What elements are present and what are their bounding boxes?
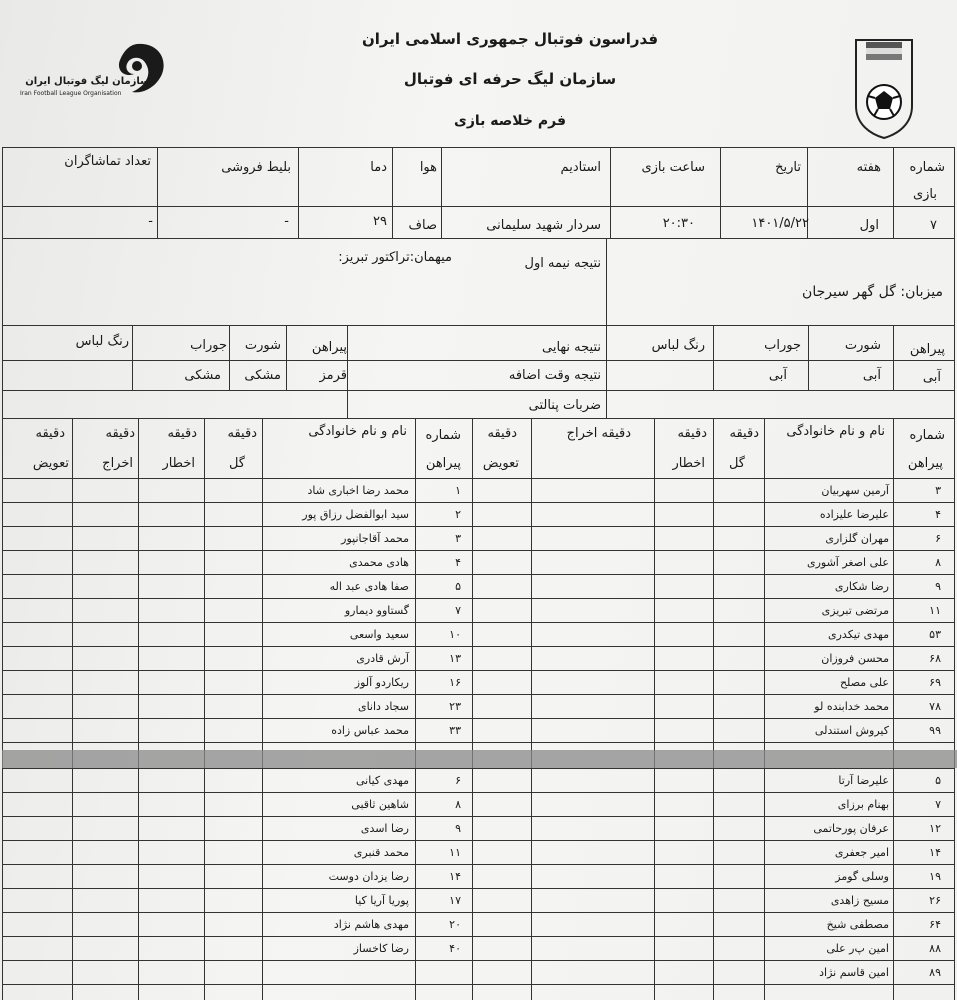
league-logo-text: سازمان لیگ فوتبال ایران [25, 76, 150, 87]
guest-player-number: ۱۶ [449, 676, 461, 689]
host-player-number: ۵۳ [929, 628, 941, 641]
host-player-number: ۶۸ [929, 652, 941, 665]
host-player-number: ۵ [935, 774, 941, 787]
weather-header: هوا [419, 160, 437, 175]
guest-player-name: گستاوو دیمارو [344, 604, 409, 617]
host-sub-header: تعویض [482, 456, 519, 471]
guest-player-name: سید ابوالفضل رزاق پور [302, 508, 409, 521]
host-shorts-header: شورت [844, 338, 881, 353]
guest-player-number: ۱۰ [449, 628, 461, 641]
host-player-name: علیرضا علیزاده [819, 508, 889, 521]
match-number-header: شماره [909, 160, 945, 175]
guest-player-name: رضا کاخساز [353, 942, 409, 955]
stadium-value: سردار شهید سلیمانی [486, 218, 601, 233]
host-socks-color: آبی [768, 368, 787, 383]
guest-player-name: شاهین ثاقبی [351, 798, 409, 811]
league-logo [12, 38, 182, 118]
host-player-number: ۸ [935, 556, 941, 569]
guest-player-number: ۸ [455, 798, 461, 811]
week-header: هفته [856, 160, 881, 175]
host-player-name: آرمین سهربیان [821, 484, 889, 497]
half-time-label: نتیجه نیمه اول [524, 256, 601, 271]
host-goal-min-header: دقیقه [729, 426, 759, 441]
date-header: تاریخ [775, 160, 801, 175]
guest-player-number: ۵ [455, 580, 461, 593]
guest-player-name: آرش قادری [356, 652, 409, 665]
host-num-header-2: پیراهن [907, 456, 943, 471]
guest-player-number: ۱۱ [449, 846, 461, 859]
guest-player-name: هادی محمدی [349, 556, 409, 569]
guest-num-header: شماره [425, 428, 461, 443]
host-player-name: رضا شکاری [834, 580, 889, 593]
host-shirt-color: آبی [922, 370, 941, 385]
guest-player-name: رضا اسدی [360, 822, 409, 835]
host-player-name: مرتضی تبریزی [821, 604, 889, 617]
host-player-number: ۸۹ [929, 966, 941, 979]
host-player-name: بهنام برزای [837, 798, 889, 811]
host-player-name: مهدی تیکدری [828, 628, 889, 641]
time-value: ۲۰:۳۰ [662, 216, 695, 231]
federation-emblem [852, 36, 916, 140]
guest-player-name: مهدی هاشم نژاد [333, 918, 409, 931]
time-header: ساعت بازی [641, 160, 705, 175]
guest-shirt-header: پیراهن [311, 340, 347, 355]
host-player-number: ۱۴ [929, 846, 941, 859]
league-title: سازمان لیگ حرفه ای فوتبال [403, 70, 617, 88]
guest-out-header: اخراج [102, 456, 133, 471]
host-player-number: ۲۶ [929, 894, 941, 907]
guest-player-number: ۴۰ [449, 942, 461, 955]
guest-player-number: ۲۰ [449, 918, 461, 931]
host-player-number: ۹ [935, 580, 941, 593]
host-player-name: امیر جعفری [834, 846, 889, 859]
form-title: فرم خلاصه بازی [453, 113, 567, 129]
host-player-name: محسن فروزان [821, 652, 889, 665]
host-player-number: ۸۸ [929, 942, 941, 955]
guest-player-name: محمد عباس زاده [331, 724, 409, 737]
guest-player-number: ۱ [455, 484, 461, 497]
guest-team: میهمان:تراکتور تبریز: [338, 250, 452, 265]
guest-player-name: سعید واسعی [349, 628, 409, 641]
guest-player-number: ۹ [455, 822, 461, 835]
spectators-header: تعداد تماشاگران [64, 154, 151, 169]
guest-shorts-header: شورت [244, 338, 281, 353]
guest-socks-color: مشکی [184, 368, 221, 383]
guest-sub-min-header: دقیقه [35, 426, 65, 441]
extra-time-label: نتیجه وقت اضافه [508, 368, 601, 383]
guest-player-name: مهدی کیانی [356, 774, 409, 787]
host-socks-header: جوراب [764, 338, 801, 353]
guest-player-number: ۷ [455, 604, 461, 617]
host-player-name: علیرضا آرتا [838, 774, 889, 787]
guest-player-name: ریکاردو آلوز [354, 676, 409, 689]
guest-player-number: ۶ [455, 774, 461, 787]
guest-out-min-header: دقیقه [105, 426, 135, 441]
host-player-number: ۱۹ [929, 870, 941, 883]
guest-player-number: ۲ [455, 508, 461, 521]
guest-card-min-header: دقیقه [167, 426, 197, 441]
spectators-value: - [148, 214, 153, 229]
guest-player-name: سجاد دانای [357, 700, 409, 713]
host-player-name: علی مصلح [839, 676, 889, 689]
host-player-number: ۷ [935, 798, 941, 811]
penalties-label: ضربات پنالتی [528, 398, 601, 413]
weather-value: صاف [408, 218, 437, 233]
host-kit-label: رنگ لباس [651, 338, 705, 353]
guest-num-header-2: پیراهن [425, 456, 461, 471]
host-player-name: مسیح زاهدی [830, 894, 889, 907]
host-player-name: امین قاسم نژاد [819, 966, 889, 979]
host-shorts-color: آبی [862, 368, 881, 383]
host-player-name: علی اصغر آشوری [806, 556, 889, 569]
host-player-name: مهران گلزاری [825, 532, 889, 545]
host-player-number: ۶۹ [929, 676, 941, 689]
host-player-number: ۱۱ [929, 604, 941, 617]
host-player-name: وسلی گومز [835, 870, 889, 883]
guest-player-number: ۲۳ [449, 700, 461, 713]
ticket-sales-header: بلیط فروشی [221, 160, 291, 175]
host-team: میزبان: گل گهر سیرجان [802, 284, 943, 300]
guest-socks-header: جوراب [190, 338, 227, 353]
guest-kit-label: رنگ لباس [75, 334, 129, 349]
host-num-header: شماره [909, 428, 945, 443]
ticket-sales-value: - [284, 214, 289, 229]
match-number-header-2: بازی [912, 187, 937, 202]
host-name-header: نام و نام خانوادگی [786, 424, 885, 439]
guest-player-number: ۱۳ [449, 652, 461, 665]
week-value: اول [859, 218, 879, 233]
league-logo-subtext: Iran Football League Organisation [20, 90, 122, 97]
guest-shirt-color: قرمز [319, 368, 347, 383]
host-player-name: کیروش استندلی [814, 724, 889, 737]
host-player-number: ۷۸ [929, 700, 941, 713]
host-player-number: ۹۹ [929, 724, 941, 737]
football-shield-icon [852, 36, 916, 140]
guest-name-header: نام و نام خانوادگی [308, 424, 407, 439]
guest-player-name: محمد آقاجانپور [341, 532, 409, 545]
host-player-number: ۴ [935, 508, 941, 521]
guest-player-number: ۳۳ [449, 724, 461, 737]
host-player-name: مصطفی شیخ [826, 918, 889, 931]
host-player-number: ۶۴ [929, 918, 941, 931]
guest-player-name: رضا یزدان دوست [328, 870, 409, 883]
guest-player-name: محمد قنبری [353, 846, 409, 859]
guest-goal-min-header: دقیقه [227, 426, 257, 441]
temperature-header: دما [370, 160, 387, 175]
host-player-name: محمد خدابنده لو [814, 700, 889, 713]
guest-player-name: محمد رضا اخباری شاد [307, 484, 409, 497]
guest-player-number: ۱۴ [449, 870, 461, 883]
guest-goal-header: گل [228, 456, 245, 471]
host-player-name: عرفان پورحاتمی [813, 822, 889, 835]
guest-player-name: صفا هادی عبد اله [329, 580, 409, 593]
host-player-number: ۳ [935, 484, 941, 497]
host-shirt-header: پیراهن [909, 342, 945, 357]
guest-player-number: ۴ [455, 556, 461, 569]
guest-shorts-color: مشکی [244, 368, 281, 383]
guest-player-number: ۳ [455, 532, 461, 545]
date-value: ۱۴۰۱/۵/۲۲ [751, 216, 809, 231]
host-sub-min-header: دقیقه [487, 426, 517, 441]
starters-subs-separator [2, 750, 957, 768]
guest-sub-header: تعویض [32, 456, 69, 471]
federation-title: فدراسون فوتبال جمهوری اسلامی ایران [361, 30, 659, 48]
guest-player-number: ۱۷ [449, 894, 461, 907]
match-number: ۷ [930, 218, 937, 233]
host-goal-header: گل [728, 456, 745, 471]
temperature-value: ۲۹ [373, 214, 387, 229]
host-out-header: دقیقه اخراج [566, 426, 631, 441]
host-card-min-header: دقیقه [677, 426, 707, 441]
host-player-number: ۶ [935, 532, 941, 545]
host-player-number: ۱۲ [929, 822, 941, 835]
stadium-header: استادیم [560, 160, 601, 175]
guest-card-header: اخطار [162, 456, 195, 471]
host-player-name: امین پ‌ر علی [826, 942, 889, 955]
final-result-label: نتیجه نهایی [542, 340, 601, 355]
guest-player-name: پوریا آریا کیا [354, 894, 409, 907]
host-card-header: اخطار [672, 456, 705, 471]
